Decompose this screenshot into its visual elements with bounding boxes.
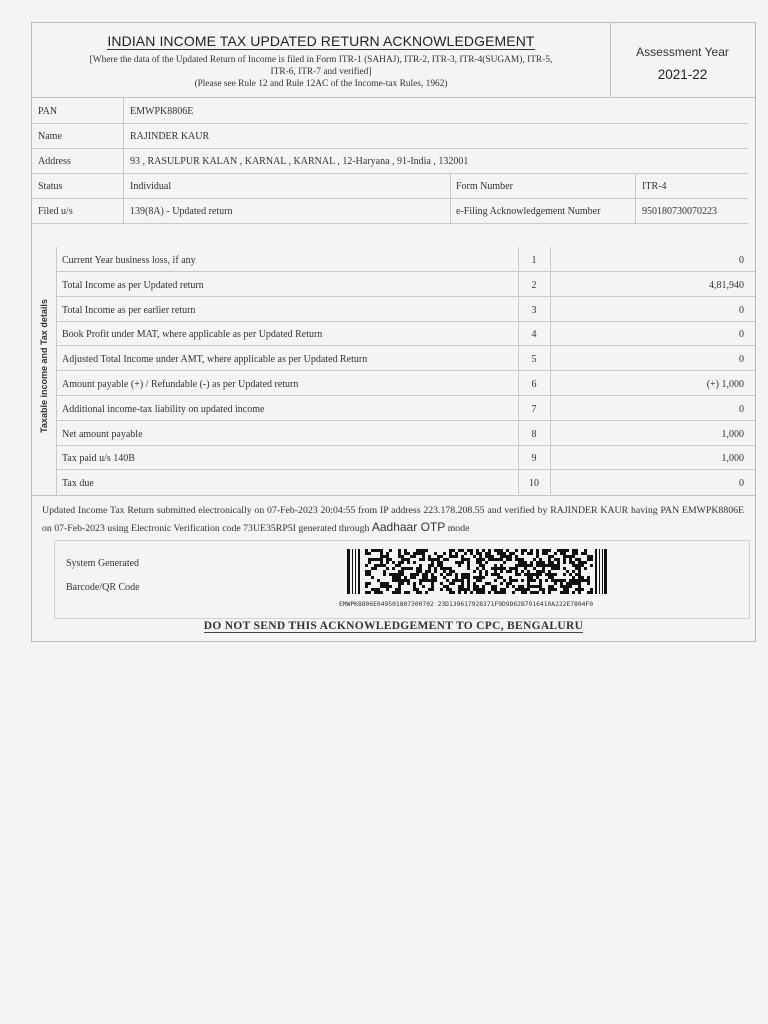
tax-row-number: 2 <box>531 279 537 291</box>
tax-row-number: 7 <box>531 403 537 415</box>
tax-row-value: 0 <box>739 329 744 341</box>
tax-row-label: Adjusted Total Income under AMT, where applicable as per Updated Return <box>62 354 368 366</box>
tax-row-value: (+) 1,000 <box>706 379 744 390</box>
tax-row <box>56 371 755 396</box>
assessment-year-value: 2021-22 <box>657 67 708 82</box>
barcode-section <box>54 540 750 619</box>
tax-row <box>56 247 755 272</box>
form-number-label: Form Number <box>456 181 513 192</box>
name-value: RAJINDER KAUR <box>130 131 210 142</box>
verification-method: Aadhaar OTP <box>371 520 446 534</box>
pan-label: PAN <box>38 106 58 117</box>
tax-row-value: 1,000 <box>721 453 744 465</box>
tax-row-number: 6 <box>531 379 537 390</box>
status-label: Status <box>38 181 63 192</box>
tax-row-number: 3 <box>531 304 537 316</box>
barcode-icon <box>347 549 607 594</box>
tax-row-value: 0 <box>739 304 744 316</box>
header-title-block <box>32 23 611 97</box>
name-label: Name <box>38 131 62 142</box>
tax-row <box>56 272 755 297</box>
system-generated-label: System Generated <box>66 558 140 569</box>
pan-value: EMWPK8806E <box>130 106 194 117</box>
filed-label: Filed u/s <box>38 206 73 217</box>
tax-row-number: 5 <box>531 354 537 366</box>
tax-row-number: 4 <box>531 329 537 341</box>
tax-row-label: Total Income as per earlier return <box>62 304 196 316</box>
address-label: Address <box>38 156 71 167</box>
tax-details-table <box>32 247 755 495</box>
tax-row-value: 0 <box>739 403 744 415</box>
tax-row-number: 1 <box>531 255 537 266</box>
tax-row-value: 0 <box>739 478 744 490</box>
tax-row <box>56 297 755 322</box>
tax-row-value: 4,81,940 <box>709 279 744 291</box>
tax-row-value: 0 <box>739 255 744 266</box>
tax-row-label: Amount payable (+) / Refundable (-) as per Updated return <box>62 379 299 390</box>
verification-statement <box>32 495 755 538</box>
tax-row-label: Tax paid u/s 140B <box>62 453 135 465</box>
acknowledgement-form <box>31 22 756 642</box>
status-row <box>32 173 748 199</box>
tax-row <box>56 396 755 421</box>
tax-row <box>56 445 755 470</box>
tax-row-label: Current Year business loss, if any <box>62 255 196 266</box>
footer-notice: DO NOT SEND THIS ACKNOWLEDGEMENT TO CPC, BENGALURU <box>203 620 584 632</box>
form-header <box>32 23 755 98</box>
tax-row <box>56 470 755 494</box>
address-row <box>32 148 748 174</box>
verification-text: Updated Income Tax Return submitted electronically on 07-Feb-2023 20:04:55 from IP address 223.178.208.55 and verified by RAJINDER KAUR having PAN EMWPK8806E on 07-Feb-2023 using Electronic Verification code 73UE35RP5I generated through <box>42 505 744 534</box>
assessment-year-label: Assessment Year <box>636 45 729 59</box>
tax-row-value: 0 <box>739 354 744 366</box>
filed-row <box>32 198 748 224</box>
filed-value: 139(8A) - Updated return <box>130 206 233 217</box>
tax-row <box>56 421 755 446</box>
tax-row <box>56 346 755 371</box>
barcode-code: EMWPK8806E049501807300702 23D139617928371F9D9D62B7916410A222E7804F0 <box>339 601 594 608</box>
verification-suffix: mode <box>447 523 470 534</box>
tax-row-label: Tax due <box>62 478 94 490</box>
ack-number-label: e-Filing Acknowledgement Number <box>456 206 601 217</box>
barcode-label: Barcode/QR Code <box>66 582 140 593</box>
tax-row-value: 1,000 <box>721 428 744 440</box>
form-number-value: ITR-4 <box>642 181 667 192</box>
tax-row-label: Total Income as per Updated return <box>62 279 204 291</box>
tax-row-number: 8 <box>531 428 537 440</box>
tax-row-number: 9 <box>531 453 537 465</box>
tax-row-label: Net amount payable <box>62 428 143 440</box>
tax-row-number: 10 <box>529 478 539 490</box>
pan-row <box>32 98 748 124</box>
form-title: INDIAN INCOME TAX UPDATED RETURN ACKNOWLEDGEMENT <box>107 33 535 49</box>
tax-row-label: Book Profit under MAT, where applicable as per Updated Return <box>62 329 323 341</box>
ack-number-value: 950180730070223 <box>642 206 717 217</box>
form-subtitle: [Where the data of the Updated Return of Income is filed in Form ITR-1 (SAHAJ), ITR-2, ITR-3, ITR-4(SUGAM), ITR-5, ITR-6, ITR-7 and verified] (Please see Rule 12 and Rule 12AC of the Income-tax Rules, 1962) <box>89 55 553 89</box>
status-value: Individual <box>130 181 172 192</box>
name-row <box>32 123 748 149</box>
tax-row-label: Additional income-tax liability on updated income <box>62 403 265 415</box>
tax-row <box>56 321 755 346</box>
address-value: 93 , RASULPUR KALAN , KARNAL , KARNAL , 12-Haryana , 91-India , 132001 <box>130 156 469 167</box>
tax-side-label: Taxable income and Tax details <box>32 247 57 495</box>
